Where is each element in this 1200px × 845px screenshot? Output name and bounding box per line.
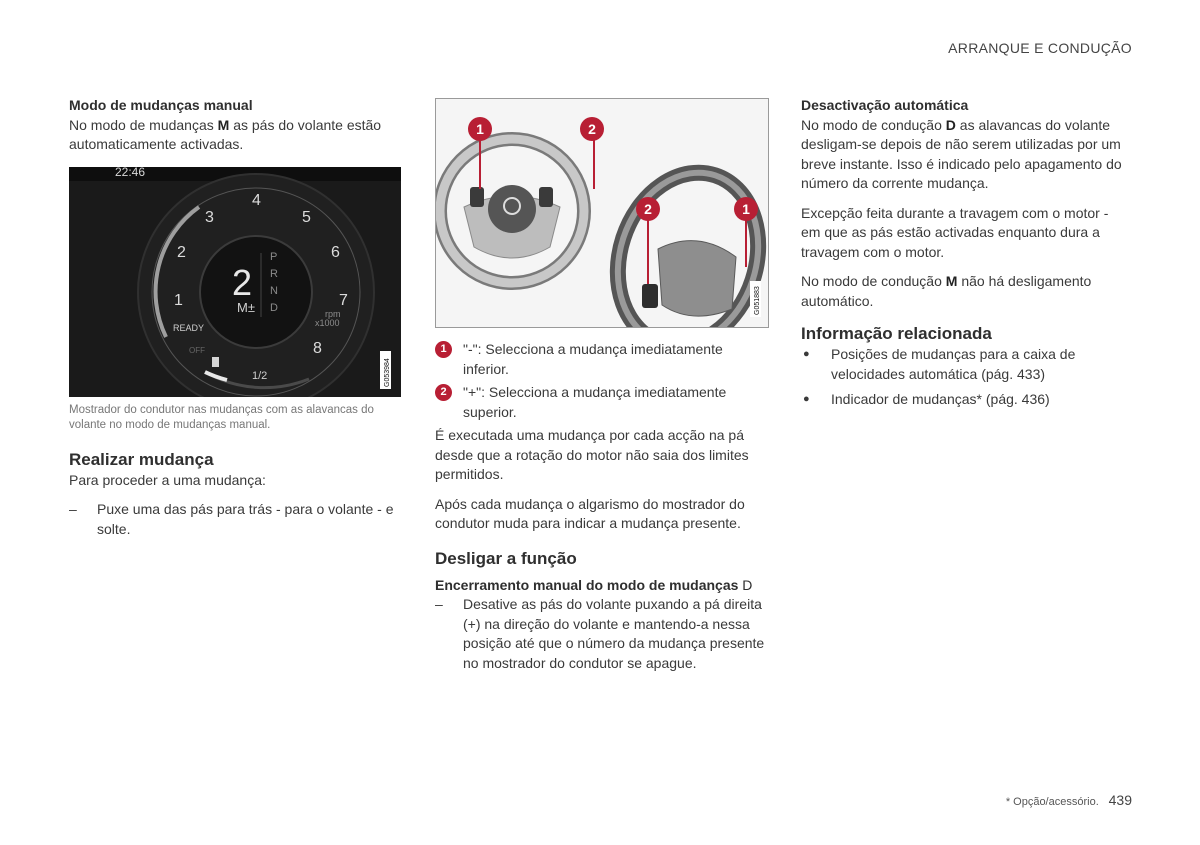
legend-badge-1: 1 bbox=[435, 341, 452, 358]
figure-code-2: G051883 bbox=[754, 286, 761, 315]
rpm-unit: rpm bbox=[325, 308, 341, 319]
heading-disable-function: Desligar a função bbox=[435, 548, 577, 568]
off-label: OFF bbox=[189, 345, 205, 355]
paragraph-manual-mode: No modo de mudanças M as pás do volante estão automaticamente activadas. bbox=[69, 116, 382, 152]
tick-3: 3 bbox=[205, 208, 214, 226]
tick-7: 7 bbox=[339, 291, 348, 309]
tick-2: 2 bbox=[177, 243, 186, 261]
heading-related-info: Informação relacionada bbox=[801, 324, 992, 343]
callout-2-a: 2 bbox=[588, 121, 596, 137]
prnd-d: D bbox=[270, 301, 278, 314]
prnd-p: P bbox=[270, 250, 278, 263]
legend-item-1: 1 "-": Selecciona a mudança imediatamente inferior. bbox=[435, 340, 768, 379]
tick-4: 4 bbox=[252, 191, 261, 209]
heading-auto-deactivation: Desactivação automática bbox=[801, 97, 969, 113]
tick-5: 5 bbox=[302, 208, 311, 226]
callout-1-b: 1 bbox=[742, 201, 750, 217]
paragraph-m-mode: No modo de condução M não há desligamento automático. bbox=[801, 273, 1092, 309]
column-left bbox=[69, 96, 399, 539]
column-right bbox=[801, 96, 1131, 416]
page-number: 439 bbox=[1108, 792, 1132, 808]
section-header: ARRANQUE E CONDUÇÃO bbox=[948, 40, 1132, 56]
paragraph-auto-deactivation: No modo de condução D as alavancas do volante desligam-se depois de não serem utilizadas por um breve instante. Isso é indicado pelo apagamento do número da corrente mudança. bbox=[801, 116, 1122, 191]
driver-display-image bbox=[69, 167, 401, 397]
list-item: – Desative as pás do volante puxando a pá direita (+) na direção do volante e mantendo-a nessa posição até que o número da mudança presente no mostrador do condutor se apague. bbox=[435, 596, 765, 671]
figure-caption: Mostrador do condutor nas mudanças com as alavancas do volante no modo de mudanças manual. bbox=[69, 403, 374, 431]
fuel-half-label: 1/2 bbox=[252, 369, 268, 382]
prnd-n: N bbox=[270, 284, 278, 297]
clock-text: 22:46 bbox=[115, 166, 146, 179]
prnd-r: R bbox=[270, 267, 278, 280]
rpm-multiplier: x1000 bbox=[315, 317, 340, 328]
tick-1: 1 bbox=[174, 291, 183, 309]
page-footer bbox=[1006, 792, 1132, 808]
tick-8: 8 bbox=[313, 339, 322, 357]
heading-manual-mode: Modo de mudanças manual bbox=[69, 97, 253, 113]
legend-badge-2: 2 bbox=[435, 384, 452, 401]
paragraph-display-update: Após cada mudança o algarismo do mostrador do condutor muda para indicar a mudança presente. bbox=[435, 495, 745, 531]
paragraph-engine-braking: Excepção feita durante a travagem com o motor - em que as pás estão activadas enquanto dura a travagem com o motor. bbox=[801, 204, 1109, 260]
steering-wheel-image bbox=[435, 98, 769, 328]
column-middle bbox=[435, 98, 768, 673]
callout-1-a: 1 bbox=[476, 121, 484, 137]
footnote: * Opção/acessório. bbox=[1005, 796, 1099, 808]
heading-manual-end: Encerramento manual do modo de mudanças D bbox=[435, 576, 753, 593]
heading-perform-shift: Realizar mudança bbox=[69, 449, 214, 469]
related-link-2[interactable]: ● Indicador de mudanças* (pág. 436) bbox=[803, 391, 1050, 407]
tick-6: 6 bbox=[331, 243, 340, 261]
legend-item-2: 2 "+": Selecciona a mudança imediatamente superior. bbox=[435, 383, 768, 422]
ready-label: READY bbox=[173, 322, 205, 333]
gear-number: 2 bbox=[231, 261, 253, 303]
figure-code-1: G053984 bbox=[384, 357, 391, 387]
mode-label: M± bbox=[237, 299, 255, 315]
related-link-1[interactable]: ● Posições de mudanças para a caixa de velocidades automática (pág. 433) bbox=[803, 346, 1076, 382]
list-item: – Puxe uma das pás para trás - para o volante - e solte. bbox=[69, 501, 394, 537]
paragraph-shift-action: É executada uma mudança por cada acção na pá desde que a rotação do motor não saia dos limites permitidos. bbox=[435, 427, 749, 482]
paragraph-perform-shift: Para proceder a uma mudança: bbox=[69, 471, 266, 488]
callout-2-b: 2 bbox=[644, 201, 652, 217]
